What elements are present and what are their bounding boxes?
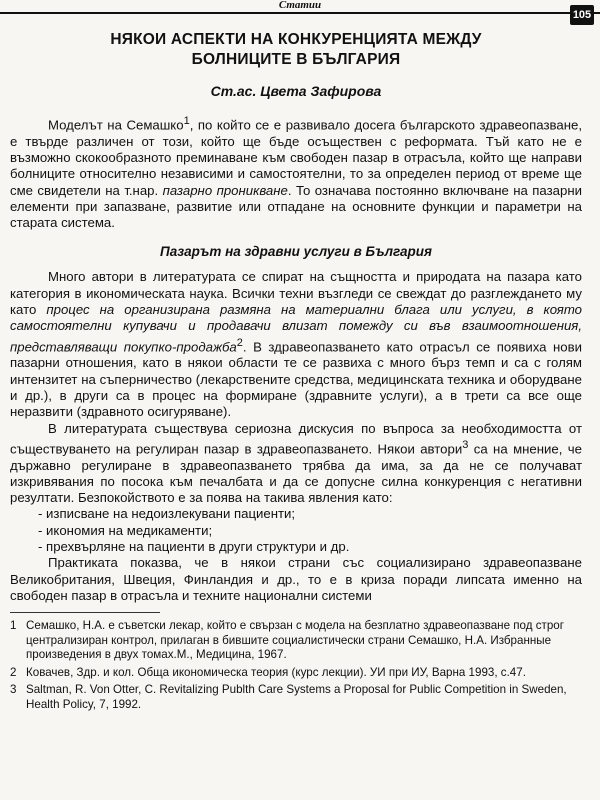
p3-text-b: са на мнение, че държавно регулиране в здравеопазването трябва да има, за да не се получават изкривявания по посока към печалбата и да се допусне силна конкуренция с негативни резултати. Безпокойството е за поява на такива явления като: bbox=[10, 441, 582, 506]
footnote-text: Семашко, Н.А. е съветски лекар, който е свързан с модела на безплатно здравеопазване под строг централизиран контрол, прилаган в бившите социалистически страни Семашко, Н.А. Избранные произведения в двух томах.М., Медицина, 1967. bbox=[26, 619, 564, 662]
p2-italic-definition: процес на организирана размяна на материални блага или услуги, в която самостоятелни купувачи и продавачи влизат помежду си във взаимоотношения, представляващи покупко-продажба bbox=[10, 302, 582, 355]
list-item: - прехвърляне на пациенти в други структури и др. bbox=[38, 539, 350, 554]
footnote-ref-3: 3 bbox=[462, 438, 469, 451]
p3-text-a: В литературата съществува сериозна дискусия по въпроса за необходимостта от съществуването на регулиран пазар в здравеопазването. Някои автори bbox=[10, 420, 582, 457]
footnote-2 bbox=[10, 666, 582, 681]
footnote-number: 2 bbox=[10, 665, 17, 679]
paragraph-3 bbox=[10, 421, 582, 507]
p1-text-c: . То означава постоянно включване на пазарни елементи при запазване, развитие или отпадане на основните функции и параметри на старата система. bbox=[10, 182, 582, 231]
title-line-2: БОЛНИЦИТЕ В БЪЛГАРИЯ bbox=[191, 51, 401, 68]
list-item: - изписване на недоизлекувани пациенти; bbox=[38, 506, 296, 522]
running-title: Статии bbox=[278, 0, 322, 11]
footnote-number: 3 bbox=[10, 683, 17, 697]
p1-italic-term: пазарно проникване bbox=[162, 182, 288, 198]
paragraph-2 bbox=[10, 269, 582, 420]
paragraph-1 bbox=[10, 113, 582, 231]
section-heading: Пазарът на здравни услуги в България bbox=[159, 244, 433, 260]
footnote-number: 1 bbox=[10, 619, 17, 633]
paragraph-4: Практиката показва, че в някои страни със социализирано здравеопазване Великобритания, Швеция, Финландия и др., то е в криза поради липсата именно на свободен пазар в отрасъла и техните национални системи bbox=[10, 555, 582, 603]
article-title bbox=[10, 30, 582, 70]
list-item: - икономия на медикаменти; bbox=[38, 522, 213, 538]
p2-text-b: . В здравеопазването като отрасъл се появиха нови пазарни отношения, като в някои области те се развиха с много бърз темп и са с голям интензитет на съперничество (лекарствените средства, медицинската техника и оборудване и др.), в други са в процес на формиране (здравните услуги), а в трети са все още неразвити (здравното осигуряване). bbox=[10, 339, 582, 420]
footnote-text: Saltman, R. Von Otter, C. Revitalizing Publth Care Systems a Proposal for Public Competition in Sweden, Health Policy, 7, 1992. bbox=[26, 683, 567, 711]
footnote-text: Ковачев, Здр. и кол. Обща икономическа теория (курс лекции). УИ при ИУ, Варна 1993, с.47. bbox=[26, 665, 526, 679]
title-line-1: НЯКОИ АСПЕКТИ НА КОНКУРЕНЦИЯТА МЕЖДУ bbox=[110, 31, 482, 48]
author-name: Ст.ас. Цвета Зафирова bbox=[210, 83, 382, 99]
consequences-list bbox=[10, 506, 582, 555]
article-body bbox=[10, 30, 582, 715]
running-header bbox=[0, 0, 600, 14]
footnote-1 bbox=[10, 619, 582, 663]
footnote-ref-1: 1 bbox=[183, 115, 190, 127]
footnote-3 bbox=[10, 683, 582, 712]
page-number-badge: 105 bbox=[570, 5, 594, 25]
p2-text-a: Много автори в литературата се спират на същността и природата на пазара като категория в икономическата наука. Всички техни възгледи се свеждат до разглеждането му като bbox=[10, 269, 582, 318]
footnote-ref-2: 2 bbox=[236, 336, 243, 349]
footnote-divider bbox=[10, 612, 160, 613]
p1-text-b: , по който се е развивало досега българското здравеопазване, е твърде различен от този, който ще бъде осъществен с реформата. Тъй като не е възможно скокообразното преминаване към свободен пазар в отрасъла, който ще направи болниците относително независими и самостоятелни, то за определен период от време ще сме свидетели на т.нар. bbox=[10, 117, 582, 198]
p1-text-a: Моделът на Семашко bbox=[48, 117, 184, 133]
